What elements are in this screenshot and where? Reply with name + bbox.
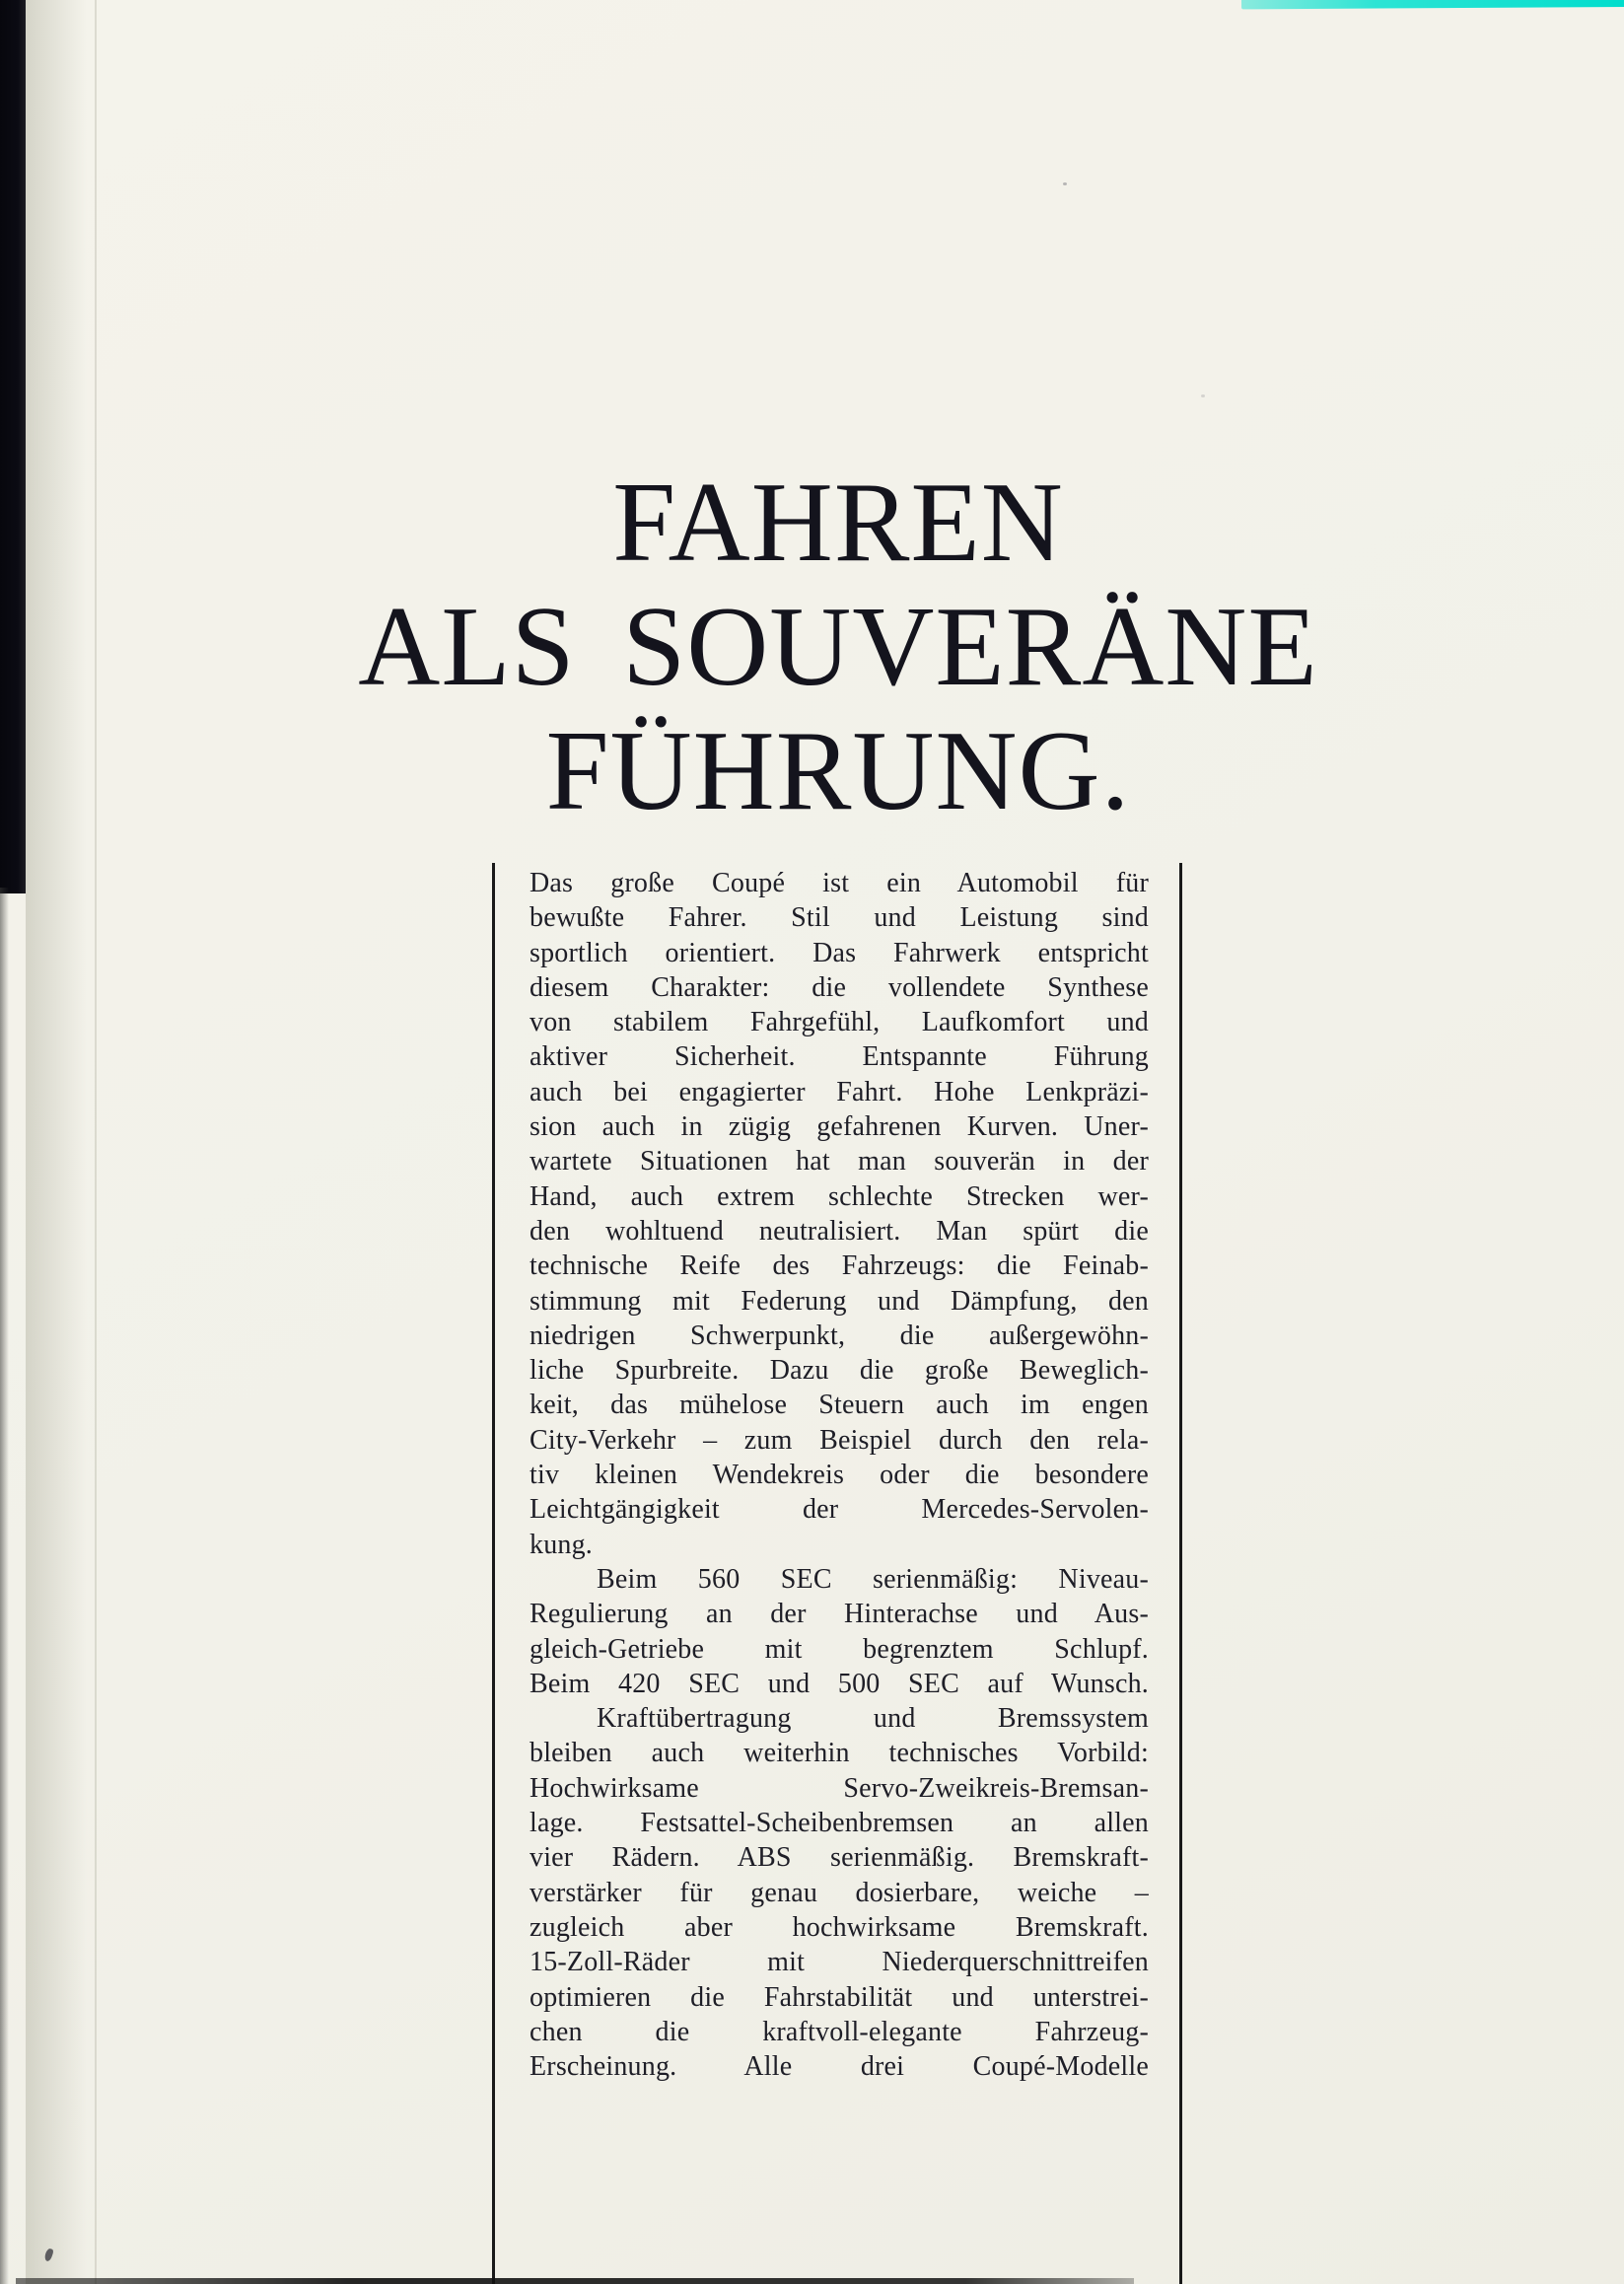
body-line: liche Spurbreite. Dazu die große Beweglich- [530, 1355, 1149, 1387]
body-line: den wohltuend neutralisiert. Man spürt die [530, 1215, 1149, 1247]
body-line: diesem Charakter: die vollendete Synthese [530, 971, 1149, 1003]
body-line: stimmung mit Federung und Dämpfung, den [530, 1285, 1149, 1317]
body-line: von stabilem Fahrgefühl, Laufkomfort und [530, 1007, 1149, 1038]
body-line: niedrigen Schwerpunkt, die außergewöhn- [530, 1320, 1149, 1351]
body-line: Regulierung an der Hinterachse und Aus- [530, 1599, 1149, 1630]
body-line: aktiver Sicherheit. Entspannte Führung [530, 1041, 1149, 1073]
body-line: tiv kleinen Wendekreis oder die besondere [530, 1460, 1149, 1491]
title-line: FAHREN [612, 460, 1064, 585]
column-rule-right [1179, 863, 1182, 2284]
body-line: auch bei engagierter Fahrt. Hohe Lenkpräzi- [530, 1076, 1149, 1107]
body-line: zugleich aber hochwirksame Bremskraft. [530, 1911, 1149, 1943]
body-line: Hochwirksame Servo-Zweikreis-Bremsan- [530, 1772, 1149, 1804]
scan-edge-left-sliver [0, 888, 9, 2284]
body-line: Leichtgängigkeit der Mercedes-Servolen- [530, 1494, 1149, 1526]
body-line: sportlich orientiert. Das Fahrwerk entspricht [530, 937, 1149, 968]
scan-edge-left-band [0, 0, 26, 893]
body-line: 15-Zoll-Räder mit Niederquerschnittreifen [530, 1947, 1149, 1978]
body-line: Das große Coupé ist ein Automobil für [530, 868, 1149, 898]
body-line: bleiben auch weiterhin technisches Vorbild: [530, 1738, 1149, 1769]
scan-edge-bottom [16, 2278, 1134, 2284]
body-line: vier Rädern. ABS serienmäßig. Bremskraft- [530, 1842, 1149, 1874]
body-line: wartete Situationen hat man souverän in der [530, 1146, 1149, 1178]
body-line: bewußte Fahrer. Stil und Leistung sind [530, 902, 1149, 934]
body-line: chen die kraftvoll-elegante Fahrzeug- [530, 2016, 1149, 2047]
title-line: ALS SOUVERÄNE [358, 584, 1318, 709]
body-line: Erscheinung. Alle drei Coupé-Modelle [530, 2051, 1149, 2083]
page-title [245, 461, 1432, 833]
body-line: Kraftübertragung und Bremssystem [597, 1703, 1149, 1735]
body-line: Beim 420 SEC und 500 SEC auf Wunsch. [530, 1668, 1149, 1699]
title-line: FÜHRUNG. [545, 708, 1131, 833]
body-line: gleich-Getriebe mit begrenztem Schlupf. [530, 1633, 1149, 1665]
body-line: Beim 560 SEC serienmäßig: Niveau- [597, 1563, 1149, 1595]
page-gutter-shading [26, 0, 87, 2284]
body-line: kung. [530, 1529, 593, 1560]
body-line: keit, das mühelose Steuern auch im engen [530, 1390, 1149, 1421]
body-line: lage. Festsattel-Scheibenbremsen an allen [530, 1808, 1149, 1839]
body-line: City-Verkehr – zum Beispiel durch den rela- [530, 1424, 1149, 1456]
body-line: verstärker für genau dosierbare, weiche – [530, 1877, 1149, 1908]
page-edge-line [95, 0, 97, 2284]
column-rule-left [492, 863, 495, 2284]
scan-speck [1063, 182, 1067, 185]
body-line: technische Reife des Fahrzeugs: die Feinab- [530, 1250, 1149, 1282]
body-text-column [530, 866, 1149, 2084]
body-line: optimieren die Fahrstabilität und unterstrei- [530, 1981, 1149, 2013]
scan-speck [1201, 394, 1205, 397]
body-line: sion auch in zügig gefahrenen Kurven. Uner- [530, 1111, 1149, 1143]
scan-edge-top-cyan-strip [1241, 0, 1624, 9]
body-line: Hand, auch extrem schlechte Strecken wer- [530, 1180, 1149, 1212]
